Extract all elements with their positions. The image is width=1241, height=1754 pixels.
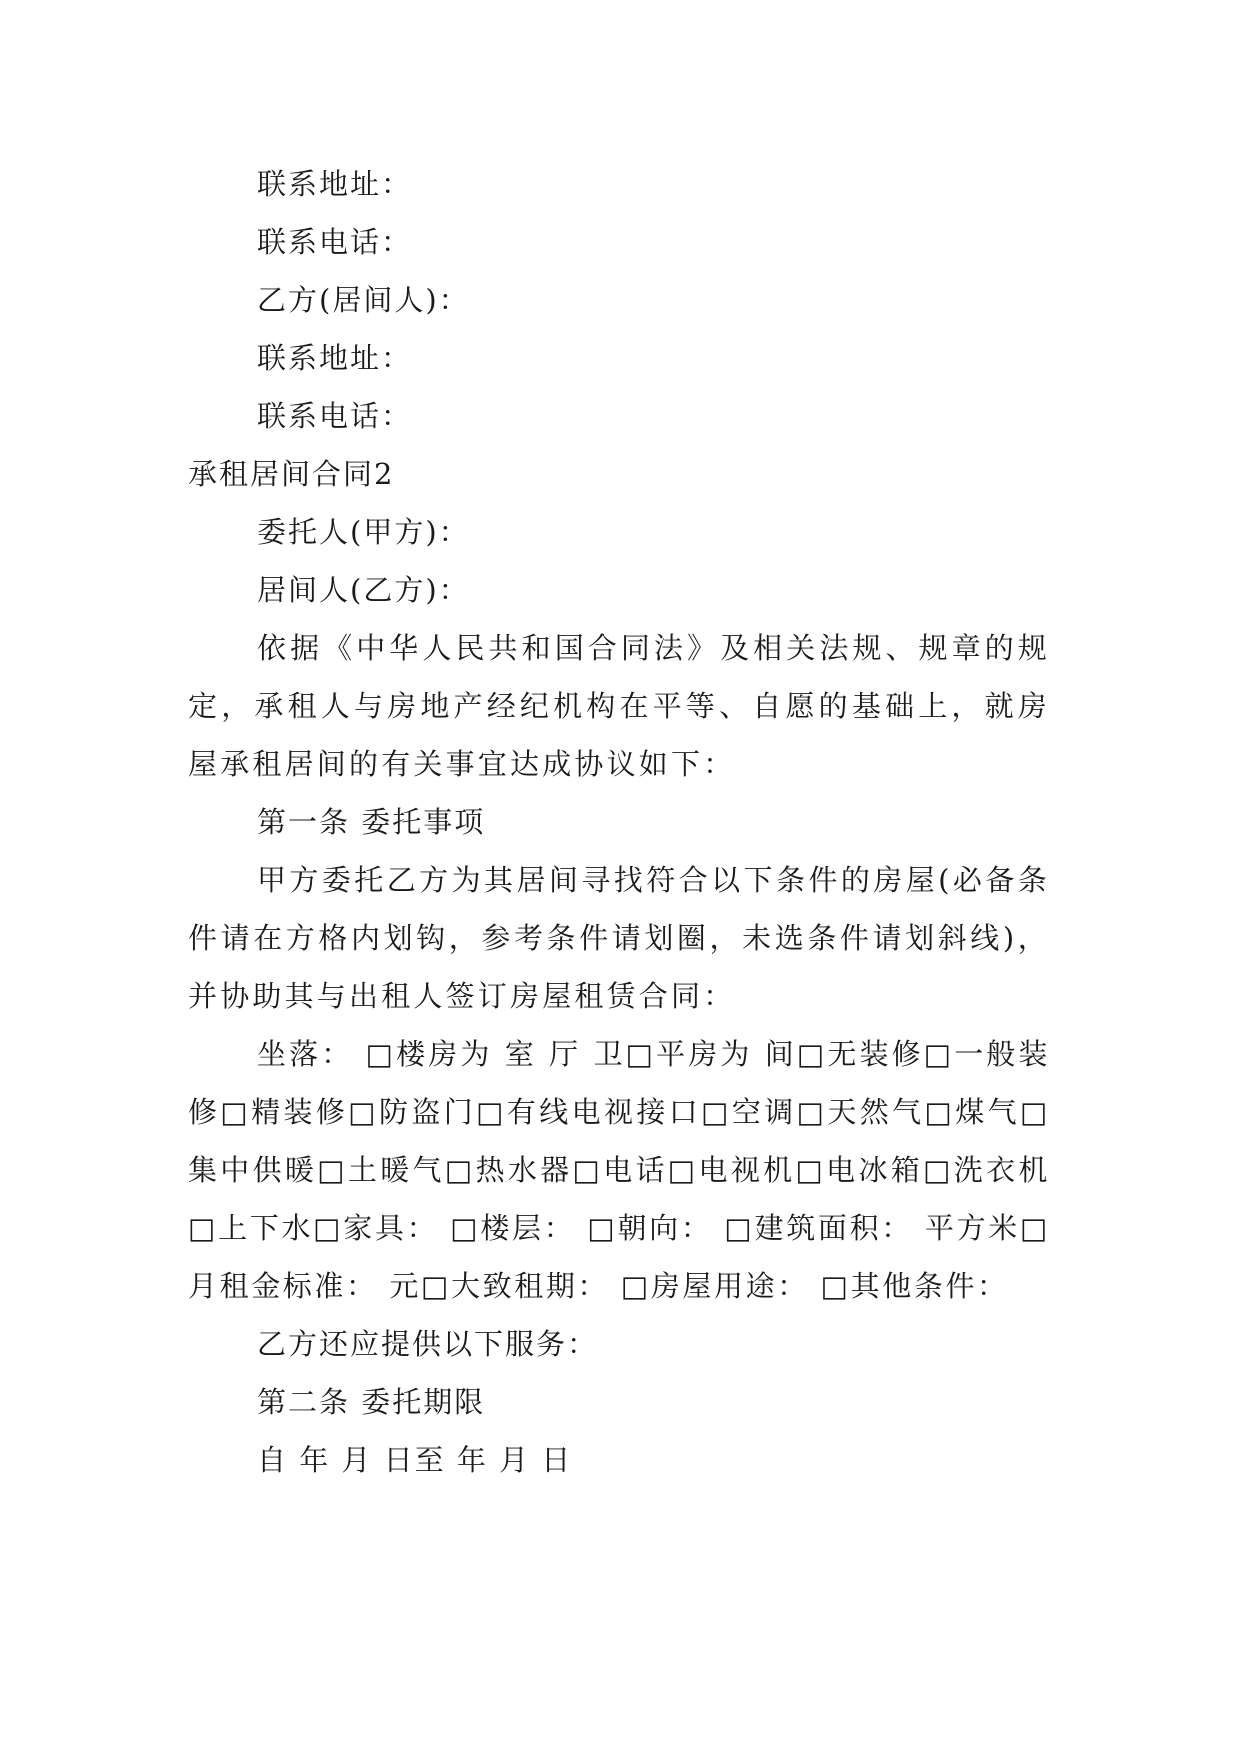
contact-phone-label: 联系电话： (257, 225, 413, 259)
party-b-phone-label: 联系电话： (257, 399, 413, 433)
contact-address-label: 联系地址： (257, 167, 413, 201)
period-line: 自 年 月 日至 年 月 日 (257, 1443, 573, 1477)
section-title: 承租居间合同2 (188, 457, 395, 491)
intermediary-label: 居间人(乙方)： (257, 573, 470, 607)
client-label: 委托人(甲方)： (257, 515, 470, 549)
party-b-address-label: 联系地址： (257, 341, 413, 375)
conditions-paragraph: 坐落： □楼房为 室 厅 卫□平房为 间□无装修□一般装修□精装修□防盗门□有线电视接口□空调□天然气□煤气□集中供暖□土暖气□热水器□电话□电视机□电冰箱□洗衣机□上下水□家具： □楼层： □朝向： □建筑面积： 平方米□月租金标准： 元□大致租期： □房屋用途： □其他条件： (188, 1037, 1050, 1303)
preamble-paragraph: 依据《中华人民共和国合同法》及相关法规、规章的规定，承租人与房地产经纪机构在平等、自愿的基础上，就房屋承租居间的有关事宜达成协议如下： (188, 631, 1050, 781)
article1-paragraph: 甲方委托乙方为其居间寻找符合以下条件的房屋(必备条件请在方格内划钩，参考条件请划圈，未选条件请划斜线)，并协助其与出租人签订房屋租赁合同： (188, 863, 1050, 1013)
article2-title: 第二条 委托期限 (257, 1385, 486, 1419)
services-line: 乙方还应提供以下服务： (257, 1327, 599, 1361)
document-body (188, 155, 1050, 1489)
party-b-label: 乙方(居间人)： (257, 283, 470, 317)
article1-title: 第一条 委托事项 (257, 805, 486, 839)
